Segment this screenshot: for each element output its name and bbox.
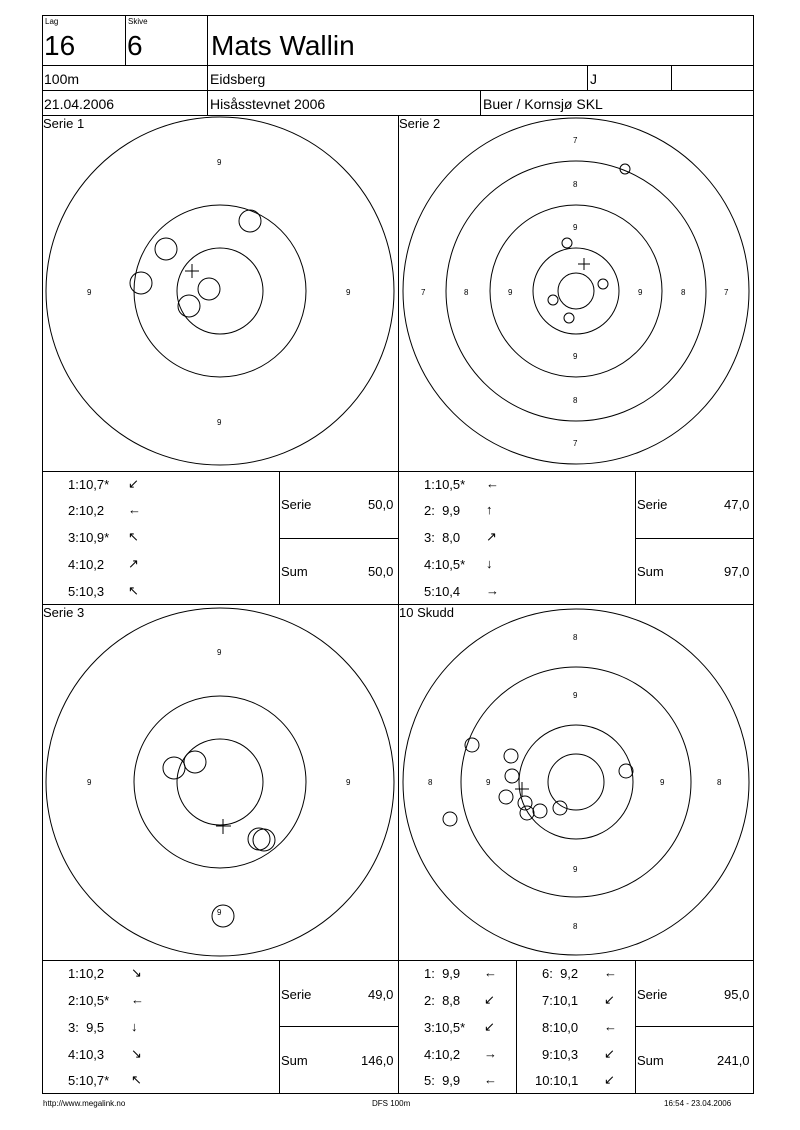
- skive-label: Skive: [128, 17, 148, 26]
- sum-value: 50,0: [368, 564, 394, 579]
- shot-direction-arrow: ↓: [486, 556, 493, 571]
- skive-value: 6: [127, 30, 143, 61]
- shot-score: 4:10,2: [68, 557, 105, 572]
- shot-direction-arrow: ↗: [486, 529, 497, 544]
- shot-score: 2: 9,9: [424, 503, 461, 518]
- shot-direction-arrow: ←: [486, 476, 499, 491]
- shot-hole: [253, 829, 275, 851]
- shot-score: 3: 9,5: [68, 1020, 105, 1035]
- serie-value: 50,0: [368, 497, 394, 512]
- ring-label: 8: [573, 922, 578, 931]
- serie-label: Serie: [637, 497, 668, 512]
- shot-score: 10:10,1: [535, 1073, 579, 1088]
- lag-label: Lag: [45, 17, 59, 26]
- serie-value: 47,0: [724, 497, 750, 512]
- shot-score: 9:10,3: [542, 1047, 579, 1062]
- shot-direction-arrow: ↘: [131, 1046, 142, 1061]
- shot-hole: [505, 769, 519, 783]
- shot-score: 5: 9,9: [424, 1073, 461, 1088]
- ring-label: 7: [573, 136, 578, 145]
- shot-score: 3:10,5*: [424, 1020, 466, 1035]
- club: Eidsberg: [210, 71, 266, 87]
- shot-hole: [562, 238, 572, 248]
- sum-label: Sum: [637, 1053, 664, 1068]
- shot-score: 3: 8,0: [424, 530, 461, 545]
- shot-direction-arrow: ←: [131, 992, 144, 1007]
- shot-hole: [520, 806, 534, 820]
- shot-hole: [163, 757, 185, 779]
- ring-label: 8: [681, 288, 686, 297]
- ring-label: 8: [573, 180, 578, 189]
- ring-label: 9: [217, 418, 222, 427]
- shot-direction-arrow: ↓: [131, 1019, 138, 1034]
- shot-hole: [212, 905, 234, 927]
- serie-label: Serie: [281, 987, 312, 1002]
- shot-hole: [499, 790, 513, 804]
- distance: 100m: [44, 71, 80, 87]
- shot-score: 5:10,4: [424, 584, 461, 599]
- shot-hole: [198, 278, 220, 300]
- shot-hole: [178, 295, 200, 317]
- shot-hole: [504, 749, 518, 763]
- shot-score: 4:10,3: [68, 1047, 105, 1062]
- footer-timestamp: 16:54 - 23.04.2006: [664, 1099, 732, 1108]
- ring-label: 9: [638, 288, 643, 297]
- ring-label: 8: [573, 633, 578, 642]
- target-serie-2: [403, 118, 749, 464]
- shot-hole: [248, 828, 270, 850]
- ring-label: 9: [573, 691, 578, 700]
- shot-score: 8:10,0: [542, 1020, 579, 1035]
- shot-score: 2: 8,8: [424, 993, 461, 1008]
- ring-label: 9: [346, 288, 351, 297]
- ring-label: 8: [573, 396, 578, 405]
- sum-value: 97,0: [724, 564, 750, 579]
- ring-label: 9: [660, 778, 665, 787]
- sum-label: Sum: [281, 564, 308, 579]
- target-serie-3: [46, 608, 394, 956]
- shot-score: 5:10,3: [68, 584, 105, 599]
- sum-value: 241,0: [717, 1053, 750, 1068]
- ring-label: 9: [217, 648, 222, 657]
- shot-direction-arrow: ↙: [484, 1019, 495, 1034]
- shot-direction-arrow: ↙: [604, 1046, 615, 1061]
- shooter-name: Mats Wallin: [211, 30, 355, 61]
- shot-score: 1:10,5*: [424, 477, 466, 492]
- panel-title: Serie 2: [399, 116, 441, 131]
- panel-title: Serie 3: [43, 605, 85, 620]
- center-cross: [578, 258, 590, 270]
- ring-label: 9: [346, 778, 351, 787]
- shot-direction-arrow: ↙: [604, 992, 615, 1007]
- ring-label: 8: [428, 778, 433, 787]
- ring-label: 9: [486, 778, 491, 787]
- ring-label: 9: [573, 352, 578, 361]
- shot-direction-arrow: ↙: [604, 1072, 615, 1087]
- shot-direction-arrow: ↙: [128, 476, 139, 491]
- class: J: [590, 71, 597, 87]
- shot-score: 7:10,1: [542, 993, 579, 1008]
- sum-label: Sum: [281, 1053, 308, 1068]
- shot-direction-arrow: ←: [128, 502, 141, 517]
- center-cross: [185, 264, 199, 278]
- ring-label: 7: [573, 439, 578, 448]
- shot-direction-arrow: ↘: [131, 965, 142, 980]
- sum-value: 146,0: [361, 1053, 394, 1068]
- shot-hole: [130, 272, 152, 294]
- shot-direction-arrow: ←: [604, 965, 617, 980]
- shot-score: 1:10,7*: [68, 477, 110, 492]
- panel-title: 10 Skudd: [399, 605, 454, 620]
- shot-hole: [184, 751, 206, 773]
- lag-value: 16: [44, 30, 76, 61]
- ring-label: 9: [87, 288, 92, 297]
- ring-label: 8: [464, 288, 469, 297]
- footer-program: DFS 100m: [372, 1099, 411, 1108]
- ring-label: 9: [217, 908, 222, 917]
- shot-score: 4:10,2: [424, 1047, 461, 1062]
- shot-hole: [548, 295, 558, 305]
- shot-direction-arrow: ↖: [128, 529, 139, 544]
- ring-label: 8: [717, 778, 722, 787]
- ring-label: 9: [573, 865, 578, 874]
- shot-direction-arrow: →: [484, 1046, 497, 1061]
- shot-score: 5:10,7*: [68, 1073, 110, 1088]
- shot-score: 1: 9,9: [424, 966, 461, 981]
- serie-value: 49,0: [368, 987, 394, 1002]
- organizer: Buer / Kornsjø SKL: [483, 96, 603, 112]
- shot-hole: [155, 238, 177, 260]
- center-cross: [515, 782, 529, 796]
- shot-hole: [598, 279, 608, 289]
- panel-title: Serie 1: [43, 116, 85, 131]
- shot-score: 6: 9,2: [542, 966, 579, 981]
- shot-score: 1:10,2: [68, 966, 105, 981]
- footer-url[interactable]: http://www.megalink.no: [43, 1099, 126, 1108]
- shot-hole: [564, 313, 574, 323]
- shot-score: 2:10,2: [68, 503, 105, 518]
- shot-direction-arrow: ←: [484, 1072, 497, 1087]
- shot-direction-arrow: ↖: [128, 583, 139, 598]
- ring-label: 9: [508, 288, 513, 297]
- shot-hole: [619, 764, 633, 778]
- shot-direction-arrow: ←: [484, 965, 497, 980]
- target-10-skudd: [403, 609, 749, 955]
- shot-score: 4:10,5*: [424, 557, 466, 572]
- shot-hole: [239, 210, 261, 232]
- serie-label: Serie: [281, 497, 312, 512]
- shot-direction-arrow: ↖: [131, 1072, 142, 1087]
- target-serie-1: [46, 117, 394, 465]
- shot-direction-arrow: ↙: [484, 992, 495, 1007]
- shot-score: 2:10,5*: [68, 993, 110, 1008]
- sum-label: Sum: [637, 564, 664, 579]
- shot-direction-arrow: ←: [604, 1019, 617, 1034]
- serie-label: Serie: [637, 987, 668, 1002]
- ring-label: 9: [217, 158, 222, 167]
- shot-direction-arrow: ↑: [486, 502, 493, 517]
- ring-label: 9: [87, 778, 92, 787]
- ring-label: 7: [421, 288, 426, 297]
- shot-direction-arrow: ↗: [128, 556, 139, 571]
- event: Hisåsstevnet 2006: [210, 96, 326, 112]
- serie-value: 95,0: [724, 987, 750, 1002]
- shot-hole: [533, 804, 547, 818]
- shot-score: 3:10,9*: [68, 530, 110, 545]
- shot-hole: [443, 812, 457, 826]
- center-cross: [216, 819, 231, 834]
- date: 21.04.2006: [44, 96, 115, 112]
- shot-direction-arrow: →: [486, 583, 499, 598]
- ring-label: 9: [573, 223, 578, 232]
- ring-label: 7: [724, 288, 729, 297]
